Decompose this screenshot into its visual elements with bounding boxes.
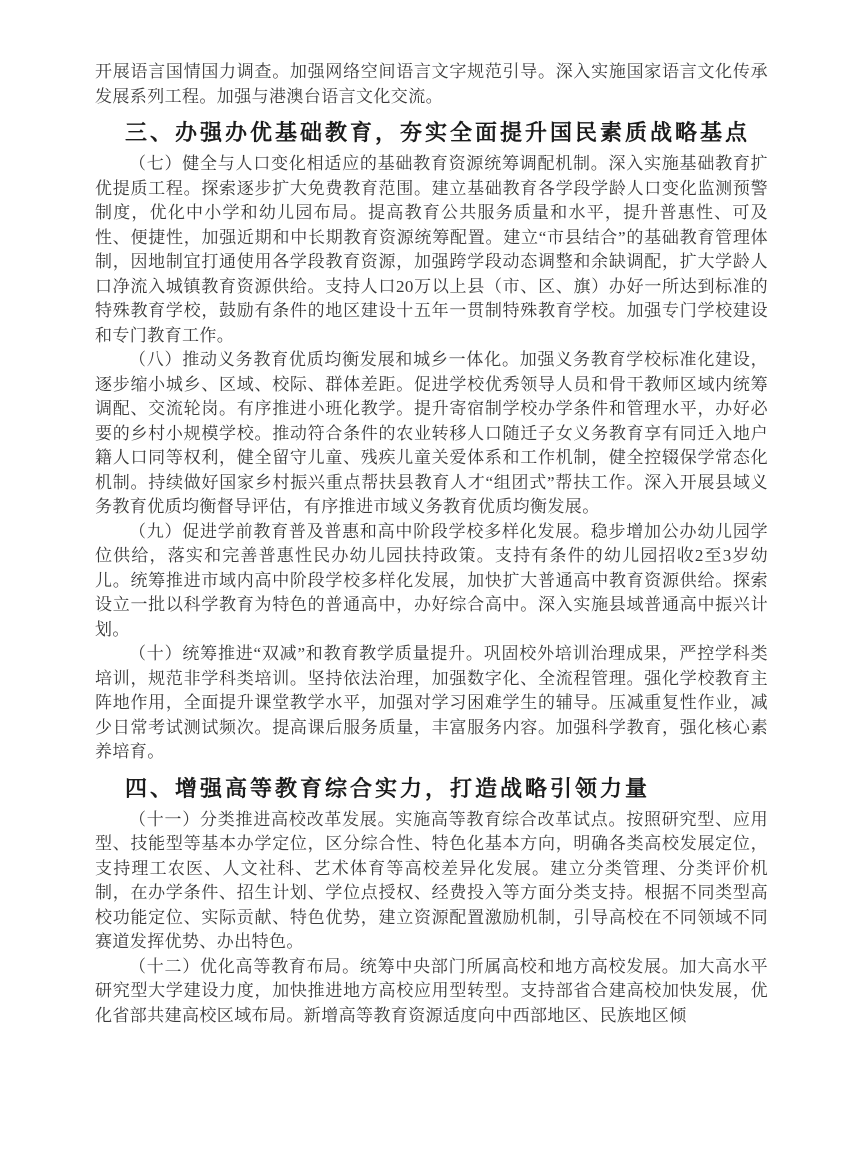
paragraph-continuation: 开展语言国情国力调查。加强网络空间语言文字规范引导。深入实施国家语言文化传承发展系列工程。加强与港澳台语言文化交流。	[95, 62, 768, 106]
paragraph-eight: （八）推动义务教育优质均衡发展和城乡一体化。加强义务教育学校标准化建设，逐步缩小城乡、区域、校际、群体差距。促进学校优秀领导人员和骨干教师区域内统筹调配、交流轮岗。有序推进小班化教学。提升寄宿制学校办学条件和管理水平，办好必要的乡村小规模学校。推动符合条件的农业转移人口随迁子女义务教育享有同迁入地户籍人口同等权利，健全留守儿童、残疾儿童关爱体系和工作机制，健全控辍保学常态化机制。持续做好国家乡村振兴重点帮扶县教育人才“组团式”帮扶工作。深入开展县域义务教育优质均衡督导评估，有序推进市域义务教育优质均衡发展。	[95, 350, 768, 516]
section-heading-three: 三、办强办优基础教育，夯实全面提升国民素质战略基点	[125, 120, 751, 145]
paragraph-seven: （七）健全与人口变化相适应的基础教育资源统筹调配机制。深入实施基础教育扩优提质工程。探索逐步扩大免费教育范围。建立基础教育各学段学龄人口变化监测预警制度，优化中小学和幼儿园布局。提高教育公共服务质量和水平，提升普惠性、可及性、便捷性，加强近期和中长期教育资源统筹配置。建立“市县结合”的基础教育管理体制，因地制宜打通使用各学段教育资源，加强跨学段动态调整和余缺调配，扩大学龄人口净流入城镇教育资源供给。支持人口20万以上县（市、区、旗）办好一所达到标准的特殊教育学校，鼓励有条件的地区建设十五年一贯制特殊教育学校。加强专门学校建设和专门教育工作。	[95, 154, 768, 345]
paragraph-twelve: （十二）优化高等教育布局。统筹中央部门所属高校和地方高校发展。加大高水平研究型大学建设力度，加快推进地方高校应用型转型。支持部省合建高校加快发展，优化省部共建高校区域布局。新增高等教育资源适度向中西部地区、民族地区倾	[95, 956, 768, 1025]
section-heading-four: 四、增强高等教育综合实力，打造战略引领力量	[125, 775, 651, 801]
paragraph-nine: （九）促进学前教育普及普惠和高中阶段学校多样化发展。稳步增加公办幼儿园学位供给，落实和完善普惠性民办幼儿园扶持政策。支持有条件的幼儿园招收2至3岁幼儿。统筹推进市域内高中阶段学校多样化发展，加快扩大普通高中教育资源供给。探索设立一批以科学教育为特色的普通高中，办好综合高中。深入实施县域普通高中振兴计划。	[95, 521, 768, 639]
paragraph-eleven: （十一）分类推进高校改革发展。实施高等教育综合改革试点。按照研究型、应用型、技能型等基本办学定位，区分综合性、特色化基本方向，明确各类高校发展定位，支持理工农医、人文社科、艺术体育等高校差异化发展。建立分类管理、分类评价机制，在办学条件、招生计划、学位点授权、经费投入等方面分类支持。根据不同类型高校功能定位、实际贡献、特色优势，建立资源配置激励机制，引导高校在不同领域不同赛道发挥优势、办出特色。	[95, 809, 768, 951]
paragraph-ten: （十）统筹推进“双减”和教育教学质量提升。巩固校外培训治理成果，严控学科类培训，规范非学科类培训。坚持依法治理，加强数字化、全流程管理。强化学校教育主阵地作用，全面提升课堂教学水平，加强对学习困难学生的辅导。压减重复性作业，减少日常考试测试频次。提高课后服务质量，丰富服务内容。加强科学教育，强化核心素养培育。	[95, 644, 768, 761]
